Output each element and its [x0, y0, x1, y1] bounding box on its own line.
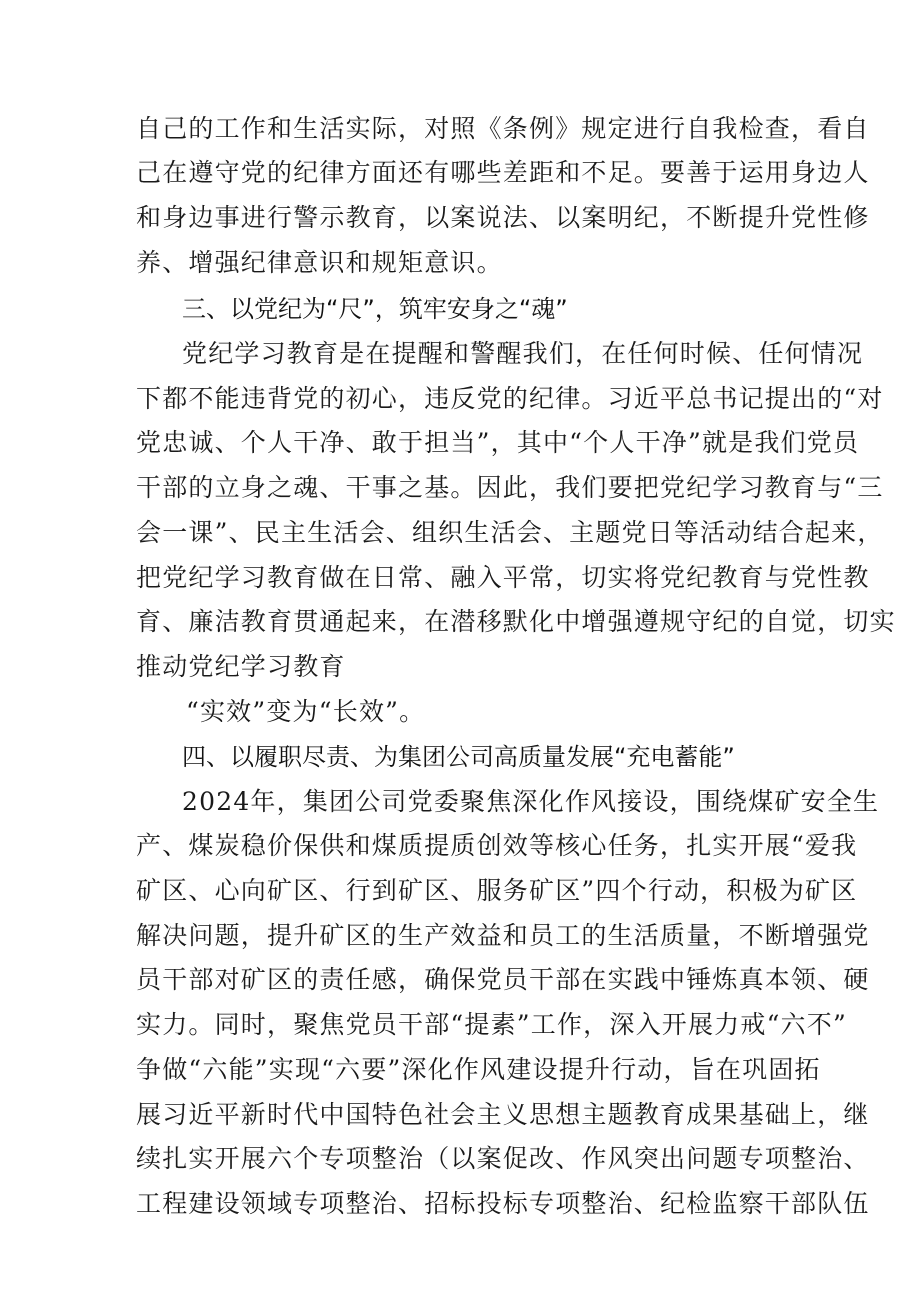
section-heading-3: 三、以党纪为“尺”，筑牢安身之“魂”: [182, 295, 568, 323]
paragraph-2-line-3: 党忠诚、个人干净、敢于担当”，其中“个人干净”就是我们党员: [136, 428, 860, 457]
paragraph-2-line-4: 干部的立身之魂、干事之基。因此，我们要把党纪学习教育与“三: [136, 473, 884, 502]
paragraph-3-line-1: 2024年，集团公司党委聚焦深化作风接设，围绕煤矿安全生: [182, 787, 880, 816]
paragraph-1-line-3: 和身边事进行警示教育，以案说法、以案明纪，不断提升党性修: [136, 203, 870, 232]
paragraph-3-line-6: 实力。同时，聚焦党员干部“提素”工作，深入开展力戒“六不”: [136, 1010, 847, 1039]
section-heading-4: 四、以履职尽责、为集团公司高质量发展“充电蓄能”: [182, 743, 735, 771]
paragraph-2-line-5: 会一课”、民主生活会、组织生活会、主题党日等活动结合起来，: [136, 518, 884, 547]
paragraph-3-line-5: 员干部对矿区的责任感，确保党员干部在实践中锤炼真本领、硬: [136, 965, 870, 994]
paragraph-3-line-10: 工程建设领域专项整治、招标投标专项整治、纪检监察干部队伍: [136, 1189, 870, 1218]
paragraph-3-line-9: 续扎实开展六个专项整治（以案促改、作风突出问题专项整治、: [136, 1144, 870, 1173]
paragraph-1-line-2: 己在遵守党的纪律方面还有哪些差距和不足。要善于运用身边人: [136, 158, 870, 187]
paragraph-3-line-2: 产、煤炭稳价保供和煤质提质创效等核心任务，扎实开展“爱我: [136, 831, 858, 860]
paragraph-2-line-1: 党纪学习教育是在提醒和警醒我们，在任何时候、任何情况: [182, 339, 864, 368]
paragraph-1-line-4: 养、增强纪律意识和规矩意识。: [136, 248, 503, 277]
paragraph-3-line-3: 矿区、心向矿区、行到矿区、服务矿区”四个行动，积极为矿区: [136, 876, 858, 905]
paragraph-1-line-1: 自己的工作和生活实际，对照《条例》规定进行自我检查，看自: [136, 114, 870, 143]
paragraph-2-tail: “实效”变为“长效”。: [186, 697, 426, 726]
paragraph-2-line-2: 下都不能违背党的初心，违反党的纪律。习近平总书记提出的“对: [136, 384, 884, 413]
paragraph-3-line-8: 展习近平新时代中国特色社会主义思想主题教育成果基础上，继: [136, 1100, 870, 1129]
paragraph-2-line-7: 育、廉洁教育贯通起来，在潜移默化中增强遵规守纪的自觉，切实: [136, 607, 896, 636]
paragraph-3-line-7: 争做“六能”实现“六要”深化作风建设提升行动，旨在巩固拓: [136, 1055, 821, 1084]
paragraph-3-line-4: 解决问题，提升矿区的生产效益和员工的生活质量，不断增强党: [136, 921, 870, 950]
paragraph-2-line-8: 推动党纪学习教育: [136, 652, 346, 681]
paragraph-2-line-6: 把党纪学习教育做在日常、融入平常，切实将党纪教育与党性教: [136, 563, 870, 592]
